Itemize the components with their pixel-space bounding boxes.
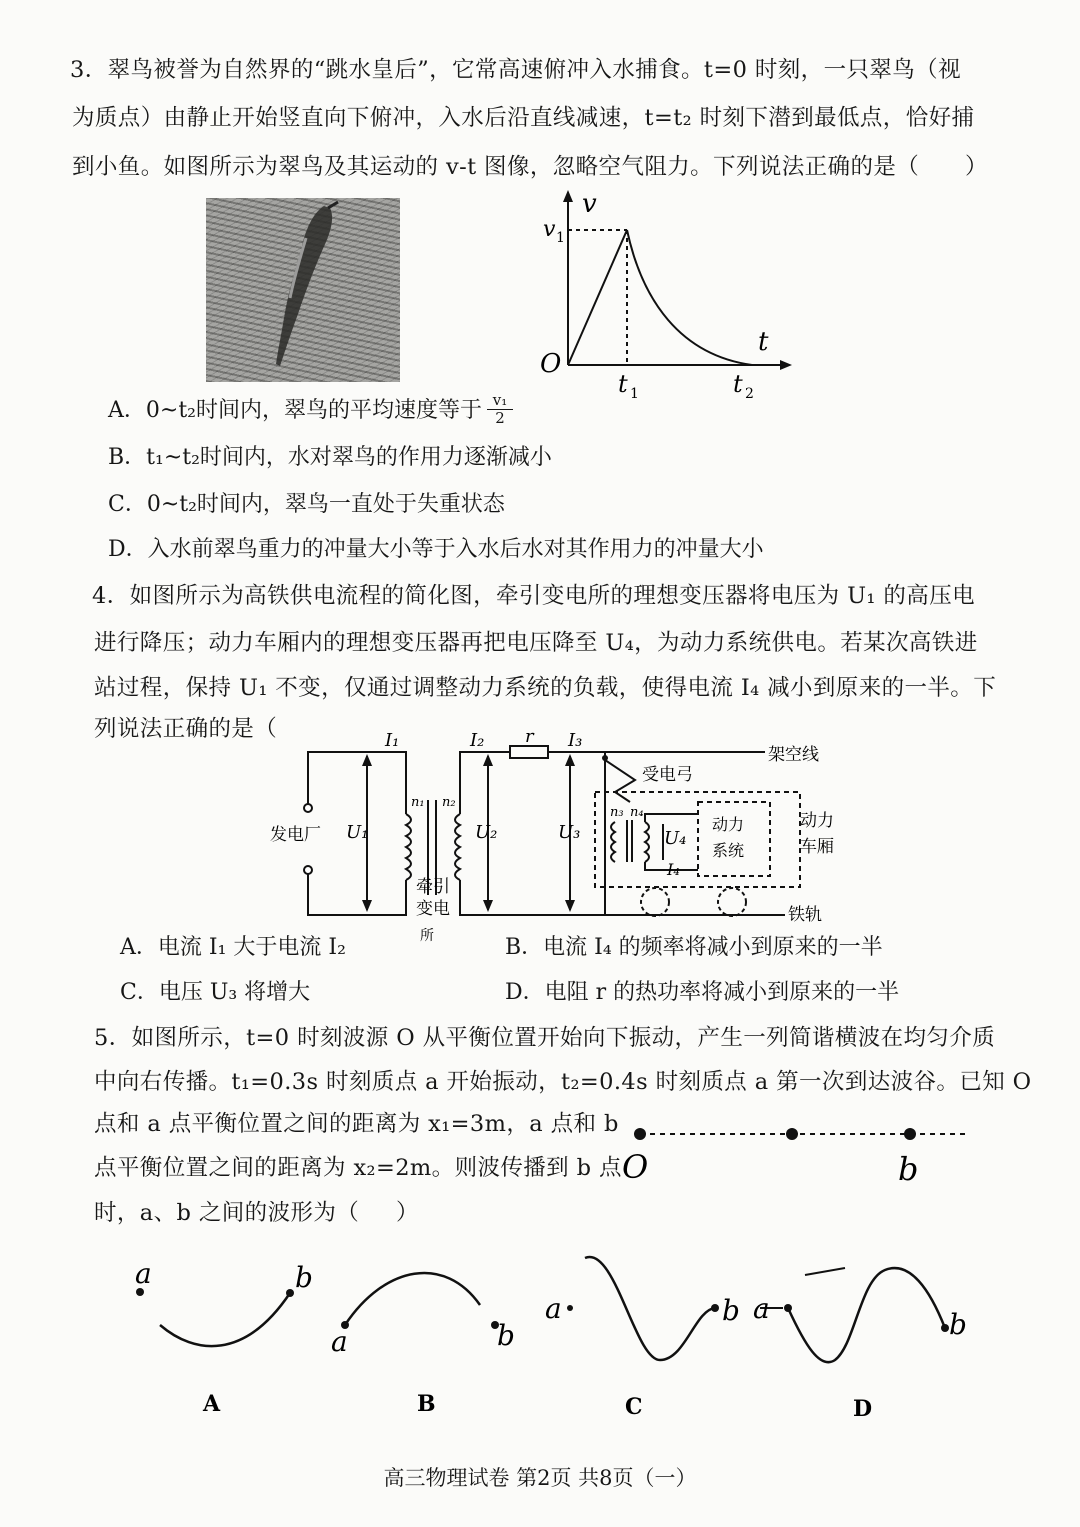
label-pantograph: 受电弓 <box>642 765 693 785</box>
label-substation-1: 牵引 <box>416 877 450 897</box>
q5-line-5: 时，a、b 之间的波形为（ <box>94 1200 360 1226</box>
q4-option-c: C．电压 U₃ 将增大 <box>120 980 311 1005</box>
label-power-system-1: 动力 <box>712 815 745 834</box>
wave-choice-b <box>325 1255 525 1425</box>
kingfisher-photo <box>206 198 400 382</box>
kingfisher-silhouette <box>206 198 400 382</box>
q5-line-3: 点和 a 点平衡位置之间的距离为 x₁=3m，a 点和 b <box>94 1111 619 1137</box>
t1-label: t <box>618 370 628 398</box>
choice-b-label-a: a <box>331 1325 348 1358</box>
q3-option-a: A．0~t₂时间内，翠鸟的平均速度等于 <box>108 398 482 423</box>
label-u1: U₁ <box>346 822 369 843</box>
label-r: r <box>525 726 534 747</box>
label-b: b <box>898 1150 919 1188</box>
q4-option-b: B．电流 I₄ 的频率将减小到原来的一半 <box>505 935 883 960</box>
label-o: O <box>622 1148 649 1186</box>
label-n4: n₄ <box>630 805 644 820</box>
wave-choice-a <box>125 1255 325 1425</box>
label-power-car-1: 动力 <box>800 811 834 831</box>
q4-line-2: 进行降压；动力车厢内的理想变压器再把电压降至 U₄，为动力系统供电。若某次高铁进 <box>94 630 978 656</box>
label-i3: I₃ <box>568 730 583 751</box>
q3-line-3: 到小鱼。如图所示为翠鸟及其运动的 v-t 图像，忽略空气阻力。下列说法正确的是（ <box>72 154 920 180</box>
t2-label: t <box>733 370 743 398</box>
label-u4: U₄ <box>664 828 687 849</box>
label-substation-3: 所 <box>420 928 434 944</box>
label-power-system-2: 系统 <box>712 841 745 860</box>
label-i4: I₄ <box>667 860 680 879</box>
label-substation-2: 变电 <box>416 899 450 919</box>
v1-subscript: 1 <box>556 230 565 246</box>
t1-subscript: 1 <box>630 386 639 402</box>
q4-line-4: 列说法正确的是（ <box>94 716 278 742</box>
q3-option-b: B．t₁~t₂时间内，水对翠鸟的作用力逐渐减小 <box>108 445 552 470</box>
choice-b-letter: B <box>417 1391 436 1417</box>
q3-line-1: 3．翠鸟被誉为自然界的“跳水皇后”，它常高速俯冲入水捕食。t=0 时刻，一只翠鸟（视 <box>70 57 961 83</box>
label-n1: n₁ <box>411 795 425 810</box>
label-i1: I₁ <box>385 730 400 751</box>
choice-c-label-b: b <box>722 1294 740 1327</box>
q4-option-d: D．电阻 r 的热功率将减小到原来的一半 <box>505 980 900 1005</box>
q5-line-1: 5．如图所示，t=0 时刻波源 O 从平衡位置开始向下振动，产生一列简谐横波在均匀介质 <box>94 1025 996 1051</box>
choice-b-label-b: b <box>497 1319 515 1352</box>
q5-bracket-close: ） <box>396 1200 419 1226</box>
choice-d-label-a: a <box>753 1292 770 1325</box>
label-n3: n₃ <box>610 805 624 820</box>
label-overhead-line: 架空线 <box>768 745 819 765</box>
q4-line-3: 站过程，保持 U₁ 不变，仅通过调整动力系统的负载，使得电流 I₄ 减小到原来的一半。下 <box>94 675 997 701</box>
choice-c-label-a: a <box>545 1292 562 1325</box>
t-axis-label: t <box>758 327 769 357</box>
choice-d-label-b: b <box>949 1308 967 1341</box>
q3-bracket-close: ） <box>965 154 988 180</box>
q3-option-a-fraction <box>487 392 513 427</box>
wave-choice-c <box>540 1250 770 1425</box>
wave-choice-d <box>745 1250 975 1425</box>
label-power-car-2: 车厢 <box>800 837 834 857</box>
q3-option-c: C．0~t₂时间内，翠鸟一直处于失重状态 <box>108 492 505 517</box>
vt-graph <box>530 190 790 400</box>
choice-d-letter: D <box>853 1396 873 1422</box>
label-n2: n₂ <box>442 795 456 810</box>
q3-option-d: D．入水前翠鸟重力的冲量大小等于入水后水对其作用力的冲量大小 <box>108 537 764 562</box>
fraction-numerator: v₁ <box>487 392 513 410</box>
label-rail: 铁轨 <box>788 905 822 925</box>
q5-line-2: 中向右传播。t₁=0.3s 时刻质点 a 开始振动，t₂=0.4s 时刻质点 a 第一次到达波谷。已知 O <box>94 1069 1032 1095</box>
choice-a-label-a: a <box>135 1257 152 1290</box>
q5-line-4: 点平衡位置之间的距离为 x₂=2m。则波传播到 b 点 <box>94 1155 622 1181</box>
power-supply-circuit <box>270 726 850 950</box>
choice-a-label-b: b <box>295 1261 313 1294</box>
choice-a-letter: A <box>203 1391 221 1417</box>
q3-line-2: 为质点）由静止开始竖直向下俯冲，入水后沿直线减速，t=t₂ 时刻下潜到最低点，恰好捕 <box>72 105 975 131</box>
t2-subscript: 2 <box>745 386 754 402</box>
label-u2: U₂ <box>475 822 498 843</box>
q4-line-1: 4．如图所示为高铁供电流程的简化图，牵引变电所的理想变压器将电压为 U₁ 的高压电 <box>92 583 976 609</box>
q4-option-a: A．电流 I₁ 大于电流 I₂ <box>120 935 346 960</box>
wave-points-diagram <box>620 1118 970 1188</box>
fraction-denominator: 2 <box>495 409 505 427</box>
page-footer: 高三物理试卷 第2页 共8页（一） <box>383 1466 697 1490</box>
origin-label: O <box>540 349 562 379</box>
label-power-plant: 发电厂 <box>270 825 321 845</box>
label-i2: I₂ <box>470 730 485 751</box>
v-axis-label: v <box>582 189 597 219</box>
label-u3: U₃ <box>558 822 581 843</box>
v1-label: v <box>543 217 556 242</box>
choice-c-letter: C <box>625 1394 643 1420</box>
